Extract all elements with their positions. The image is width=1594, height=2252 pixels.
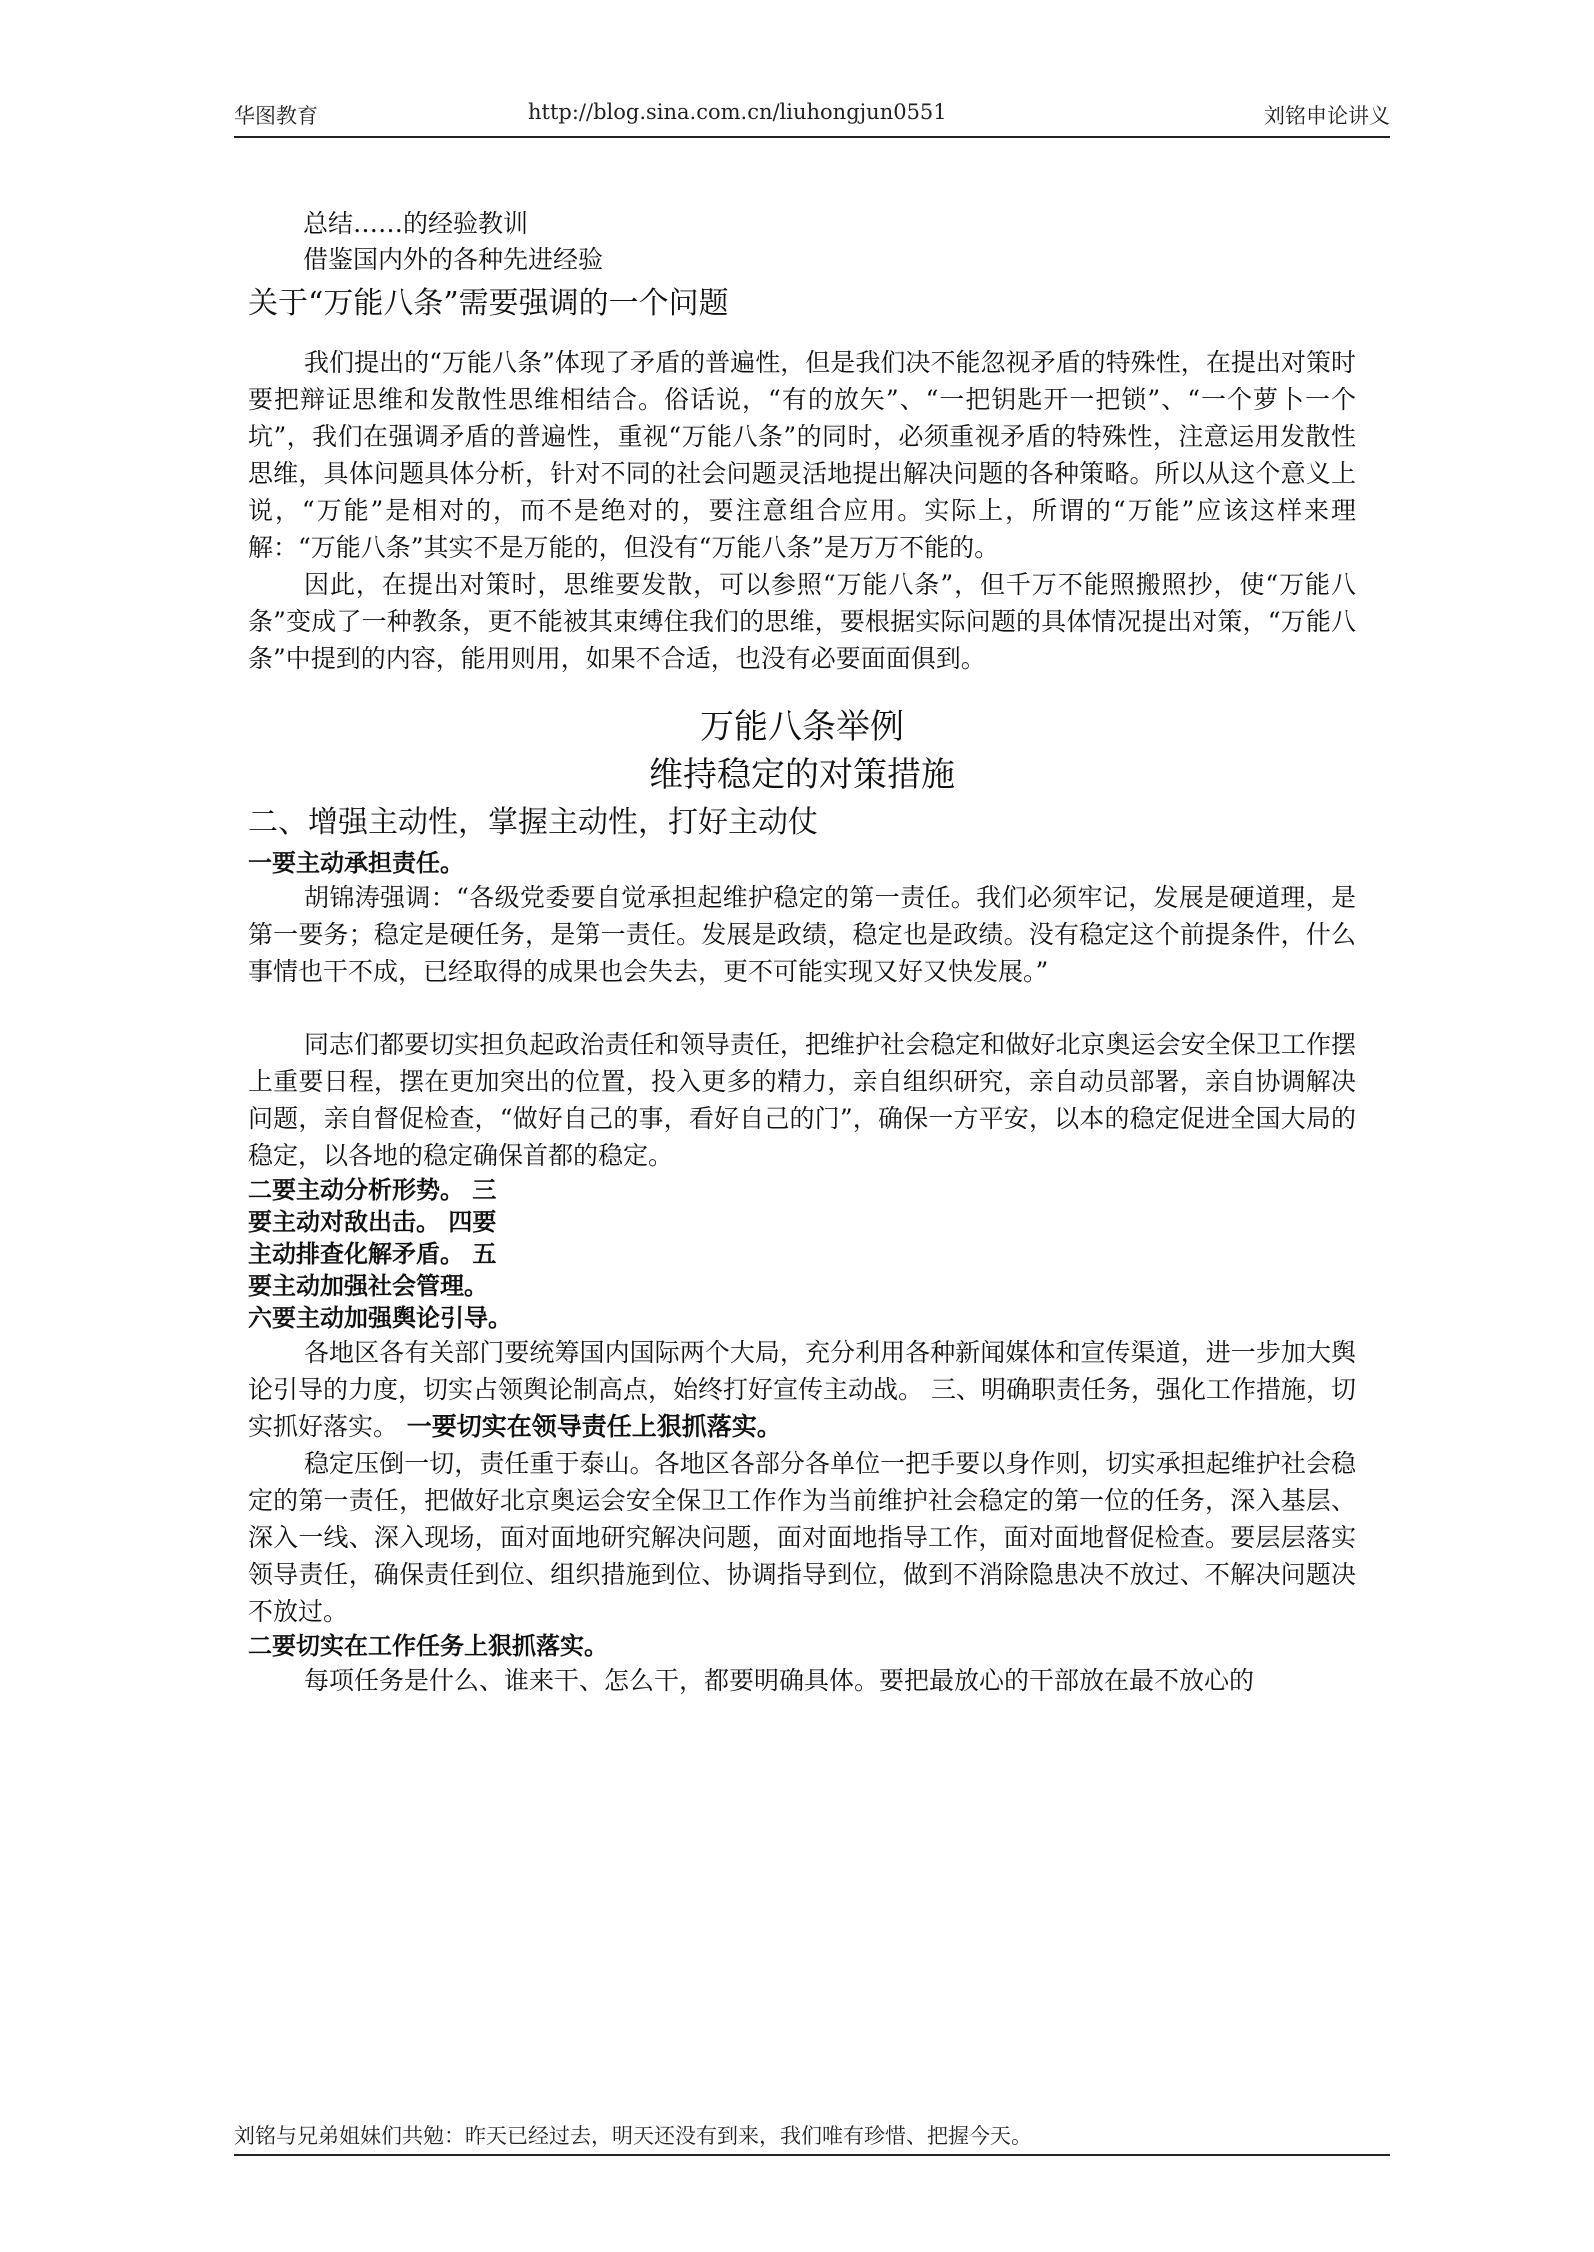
footer-rule [234,2154,1390,2156]
paragraph: 每项任务是什么、谁来干、怎么干，都要明确具体。要把最放心的干部放在最不放心的 [304,1666,1255,1695]
paragraph: 稳定压倒一切，责任重于泰山。各地区各部分各单位一把手要以身作则，切实承担起维护社会稳定的第一责任，把做好北京奥运会安全保卫工作作为当前维护社会稳定的第一位的任务，深入基层、深入一线、深入现场，面对面地研究解决问题，面对面地指导工作，面对面地督促检查。要层层落实领导责任，确保责任到位、组织措施到位、协调指导到位，做到不消除隐患决不放过、不解决问题决不放过。 [248,1449,1356,1626]
intro-line: 借鉴国内外的各种先进经验 [303,245,604,274]
header-blog-url: http://blog.sina.com.cn/liuhongjun0551 [528,100,947,124]
paragraph: 我们提出的“万能八条”体现了矛盾的普遍性，但是我们决不能忽视矛盾的特殊性，在提出对策时要把辩证思维和发散性思维相结合。俗话说，“有的放矢”、“一把钥匙开一把锁”、“一个萝卜一个坑”，我们在强调矛盾的普遍性，重视“万能八条”的同时，必须重视矛盾的特殊性，注意运用发散性思维，具体问题具体分析，针对不同的社会问题灵活地提出解决问题的各种策略。所以从这个意义上说，“万能”是相对的，而不是绝对的，要注意组合应用。实际上，所谓的“万能”应该这样来理解：“万能八条”其实不是万能的，但没有“万能八条”是万万不能的。 [248,348,1356,562]
paragraph: 因此，在提出对策时，思维要发散，可以参照“万能八条”，但千万不能照搬照抄，使“万能八条”变成了一种教条，更不能被其束缚住我们的思维，要根据实际问题的具体情况提出对策，“万能八条”中提到的内容，能用则用，如果不合适，也没有必要面面俱到。 [248,570,1356,673]
document-body [248,206,1356,1699]
bold-line: 要主动对敌出击。 四要 [248,1207,497,1236]
footer-text: 刘铭与兄弟姐妹们共勉：昨天已经过去，明天还没有到来，我们唯有珍惜、把握今天。 [234,2124,1032,2148]
bold-inline: 一要切实在领导责任上狠抓落实。 [398,1412,782,1441]
paragraph [248,1334,1356,1445]
section-heading: 关于“万能八条”需要强调的一个问题 [248,286,729,321]
quote-paragraph: 胡锦涛强调：“各级党委要自觉承担起维护稳定的第一责任。我们必须牢记，发展是硬道理，是第一要务；稳定是硬任务，是第一责任。发展是政绩，稳定也是政绩。没有稳定这个前提条件，什么事情也干不成，已经取得的成果也会失去，更不可能实现又好又快发展。” [248,883,1356,986]
bold-line: 主动排查化解矛盾。 五 [248,1239,497,1268]
bold-line: 六要主动加强舆论引导。 [248,1303,512,1332]
bold-point: 二要切实在工作任务上狠抓落实。 [248,1631,608,1660]
paragraph: 同志们都要切实担负起政治责任和领导责任，把维护社会稳定和做好北京奥运会安全保卫工作摆上重要日程，摆在更加突出的位置，投入更多的精力，亲自组织研究，亲自动员部署，亲自协调解决问题，亲自督促检查，“做好自己的事，看好自己的门”，确保一方平安，以本的稳定促进全国大局的稳定，以各地的稳定确保首都的稳定。 [248,1030,1356,1170]
intro-line: 总结……的经验教训 [303,209,529,238]
page-header [234,100,1390,134]
subsection-heading: 二、增强主动性，掌握主动性，打好主动仗 [248,805,818,840]
bold-line: 要主动加强社会管理。 [248,1271,488,1300]
bold-point: 一要主动承担责任。 [248,848,464,877]
header-rule [234,136,1390,138]
example-subtitle: 维持稳定的对策措施 [649,755,955,795]
example-title: 万能八条举例 [700,707,904,747]
header-right-text: 刘铭申论讲义 [1264,104,1390,128]
paragraph-text: 各地区各有关部门要统筹国内国际两个大局，充分利用各种新闻媒体和宣传渠道，进一步加大舆论引导的力度，切实占领舆论制高点，始终打好宣传主动战。 三、明确职责任务，强化工作措施，切实抓好落实。 [248,1338,1356,1441]
header-left-text: 华图教育 [234,104,318,128]
bold-line: 二要主动分析形势。 三 [248,1175,497,1204]
